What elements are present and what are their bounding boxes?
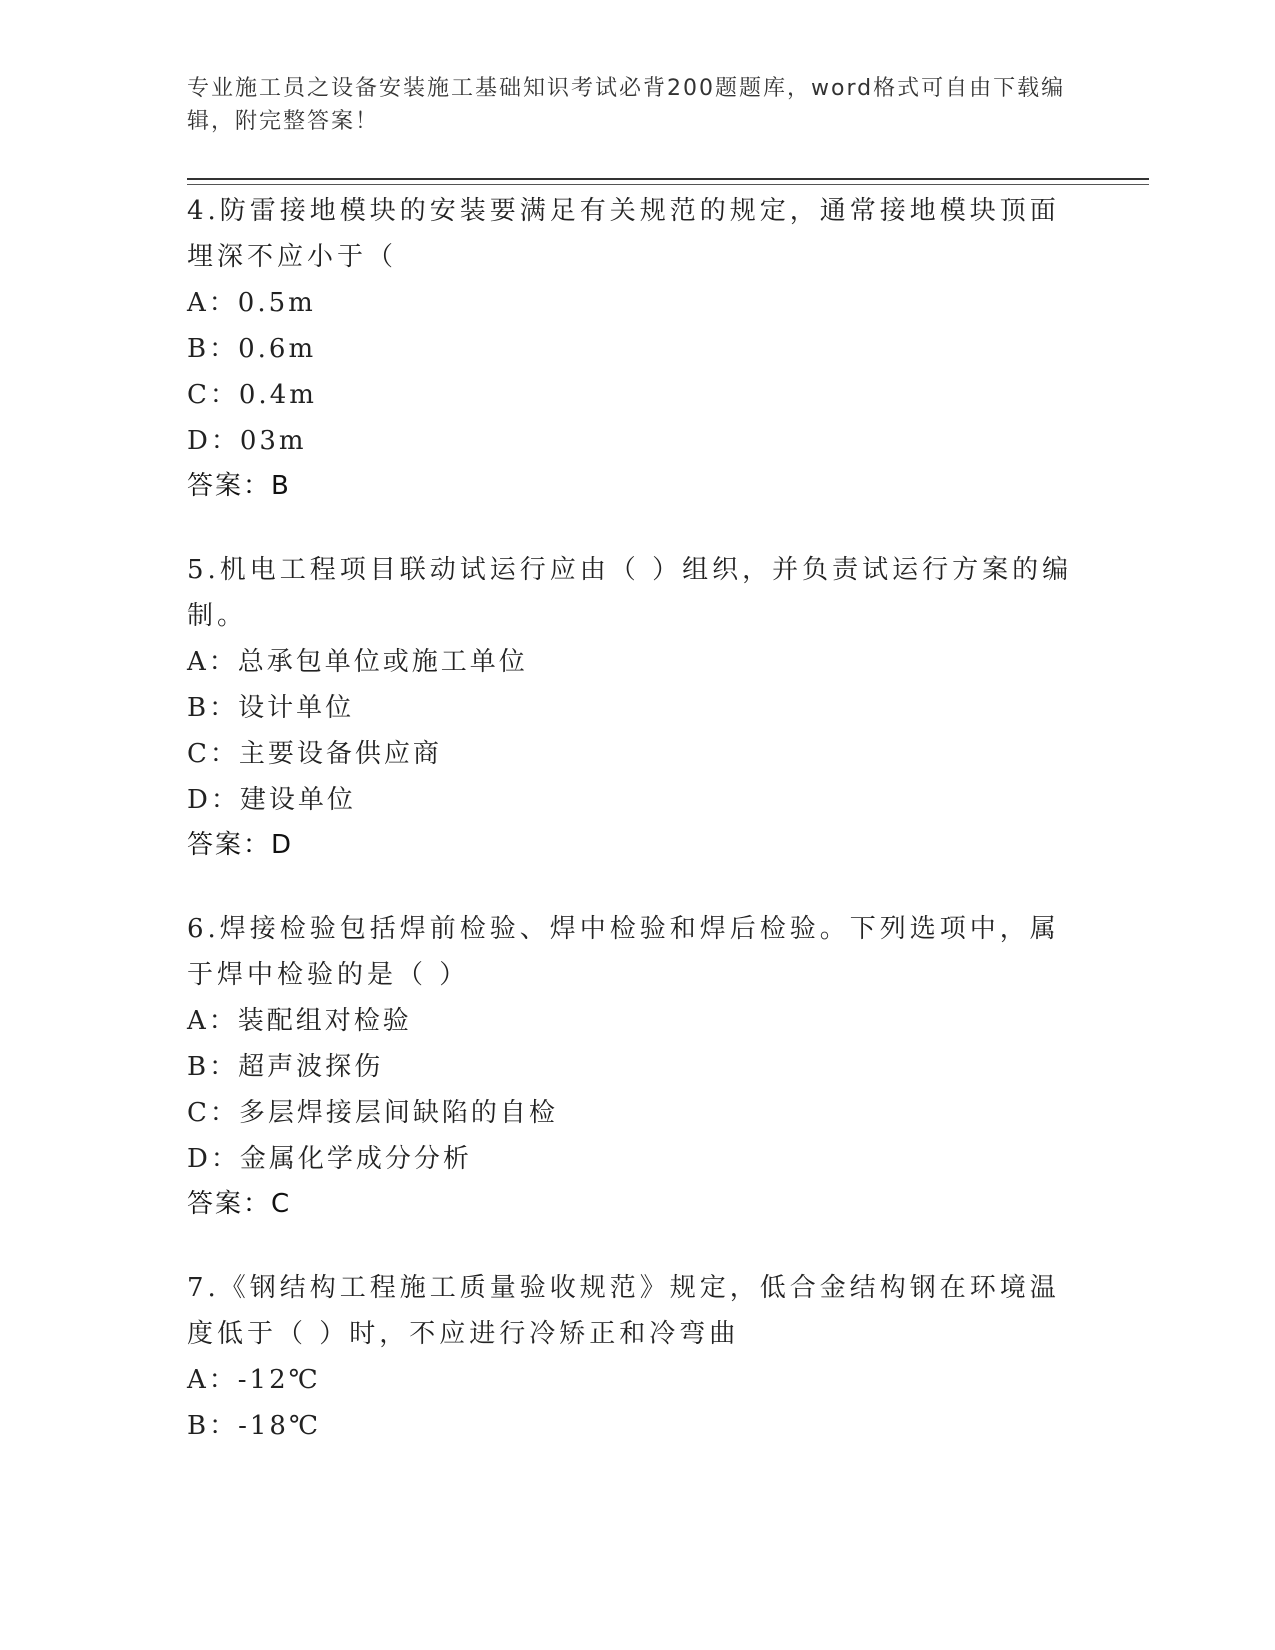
question-4 [187, 188, 1087, 508]
question-stem: 7.《钢结构工程施工质量验收规范》规定，低合金结构钢在环境温度低于（ ）时，不应进行冷矫正和冷弯曲 [187, 1273, 1060, 1349]
option-c: C：主要设备供应商 [187, 739, 442, 769]
question-list [187, 188, 1087, 1488]
option-b: B：设计单位 [187, 693, 355, 723]
answer: 答案：B [187, 471, 291, 501]
question-5 [187, 547, 1087, 867]
document-header: 专业施工员之设备安装施工基础知识考试必背200题题库，word格式可自由下载编辑，附完整答案！ [187, 76, 1066, 134]
option-d: D：金属化学成分分析 [187, 1144, 472, 1174]
option-a: A：0.5m [187, 288, 316, 318]
option-a: A：-12℃ [187, 1365, 321, 1395]
question-7 [187, 1265, 1087, 1449]
option-b: B：超声波探伤 [187, 1052, 384, 1082]
question-6 [187, 906, 1087, 1226]
option-b: B：-18℃ [187, 1411, 322, 1441]
option-d: D：建设单位 [187, 785, 356, 815]
header-divider-thin [187, 184, 1149, 185]
option-c: C：多层焊接层间缺陷的自检 [187, 1098, 558, 1128]
option-c: C：0.4m [187, 380, 317, 410]
answer: 答案：D [187, 830, 294, 860]
question-stem: 5.机电工程项目联动试运行应由（ ）组织，并负责试运行方案的编制。 [187, 555, 1073, 631]
option-a: A：装配组对检验 [187, 1006, 412, 1036]
question-stem: 6.焊接检验包括焊前检验、焊中检验和焊后检验。下列选项中，属于焊中检验的是（ ） [187, 914, 1060, 990]
option-d: D：03m [187, 426, 307, 456]
option-b: B：0.6m [187, 334, 317, 364]
option-a: A：总承包单位或施工单位 [187, 647, 528, 677]
answer: 答案：C [187, 1189, 292, 1219]
question-stem: 4.防雷接地模块的安装要满足有关规范的规定，通常接地模块顶面埋深不应小于（ [187, 196, 1060, 272]
header-divider-thick [187, 178, 1149, 180]
